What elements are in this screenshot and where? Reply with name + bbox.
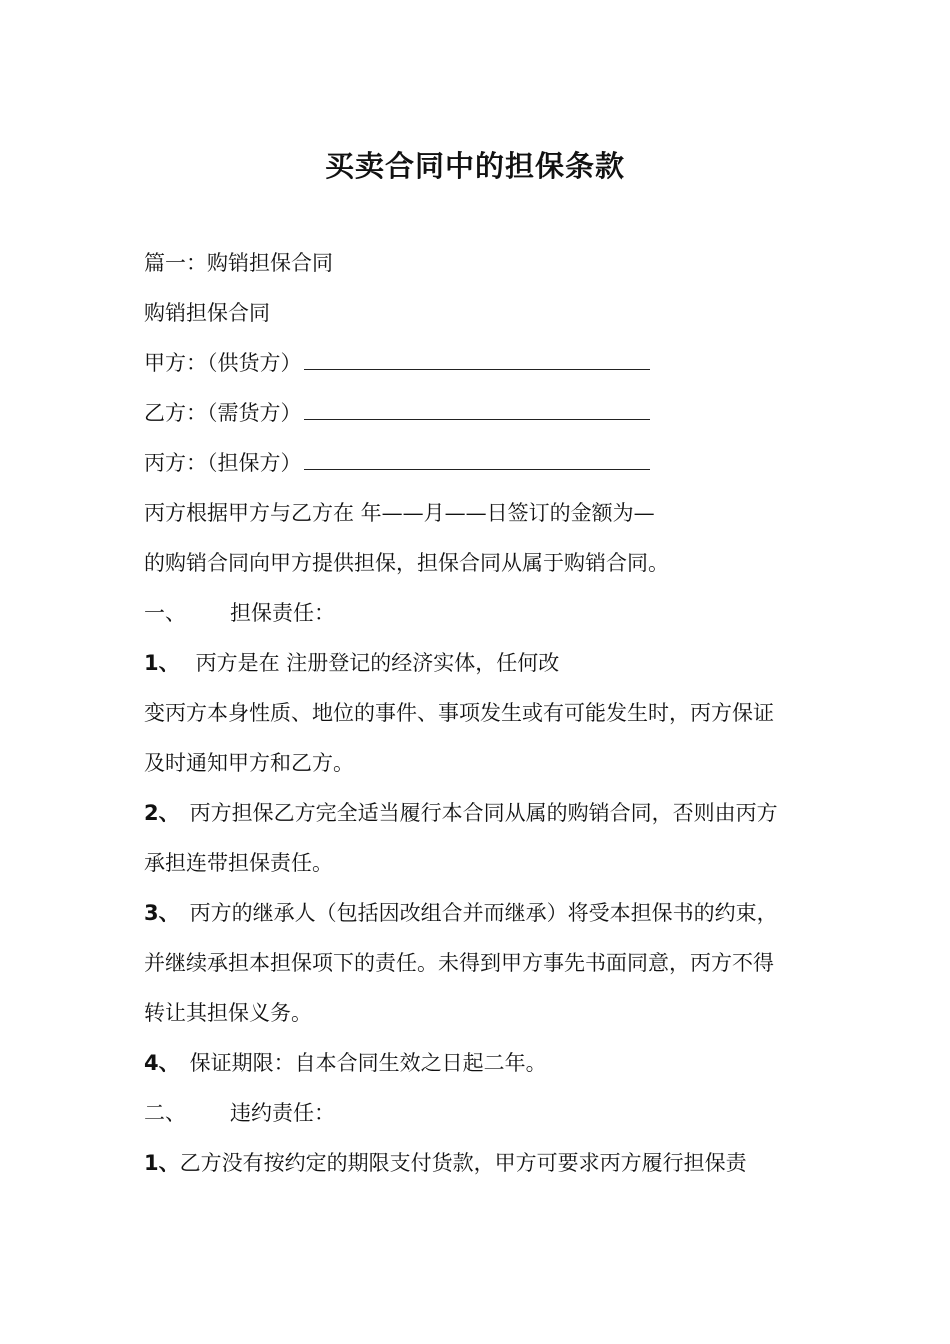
clause-number: 1、 [144, 651, 180, 675]
paragraph-line: 承担连带担保责任。 [144, 851, 333, 875]
clause-number: 2、 [144, 801, 180, 825]
clause-line [144, 798, 778, 828]
clause-text: 乙方没有按约定的期限支付货款，甲方可要求丙方履行担保责 [179, 1151, 747, 1175]
party-a-blank [304, 349, 650, 370]
contract-name: 购销担保合同 [144, 301, 270, 325]
section-number: 二、 [144, 1101, 186, 1125]
clause-text: 丙方是在 注册登记的经济实体，任何改 [195, 651, 560, 675]
party-a-line [144, 348, 650, 378]
paragraph-line: 转让其担保义务。 [144, 1001, 312, 1025]
section-two-heading [144, 1098, 335, 1128]
paragraph-line: 并继续承担本担保项下的责任。未得到甲方事先书面同意，丙方不得 [144, 951, 774, 975]
clause-line [144, 898, 778, 928]
party-b-blank [304, 399, 650, 420]
clause-line [144, 1148, 747, 1178]
section-title: 违约责任： [230, 1101, 335, 1125]
clause-text: 保证期限：自本合同生效之日起二年。 [189, 1051, 547, 1075]
paragraph-line: 的购销合同向甲方提供担保，担保合同从属于购销合同。 [144, 551, 669, 575]
clause-line [144, 648, 559, 678]
clause-number: 1、 [144, 1151, 180, 1175]
clause-text: 丙方的继承人（包括因改组合并而继承）将受本担保书的约束， [189, 901, 778, 925]
clause-text: 丙方担保乙方完全适当履行本合同从属的购销合同，否则由丙方 [189, 801, 778, 825]
section-number: 一、 [144, 601, 186, 625]
paragraph-line: 变丙方本身性质、地位的事件、事项发生或有可能发生时，丙方保证 [144, 701, 774, 725]
party-c-blank [304, 449, 650, 470]
clause-line [144, 1048, 547, 1078]
party-c-label: 丙方：（担保方） [144, 451, 302, 475]
clause-number: 3、 [144, 901, 180, 925]
document-title: 买卖合同中的担保条款 [324, 149, 625, 183]
party-b-label: 乙方：（需货方） [144, 401, 302, 425]
section-one-heading [144, 598, 335, 628]
party-c-line [144, 448, 650, 478]
party-a-label: 甲方：（供货方） [144, 351, 302, 375]
paragraph-line: 丙方根据甲方与乙方在 年——月——日签订的金额为— [144, 501, 655, 525]
section-heading: 篇一：购销担保合同 [144, 251, 333, 275]
party-b-line [144, 398, 650, 428]
section-title: 担保责任： [230, 601, 335, 625]
clause-number: 4、 [144, 1051, 180, 1075]
paragraph-line: 及时通知甲方和乙方。 [144, 751, 354, 775]
